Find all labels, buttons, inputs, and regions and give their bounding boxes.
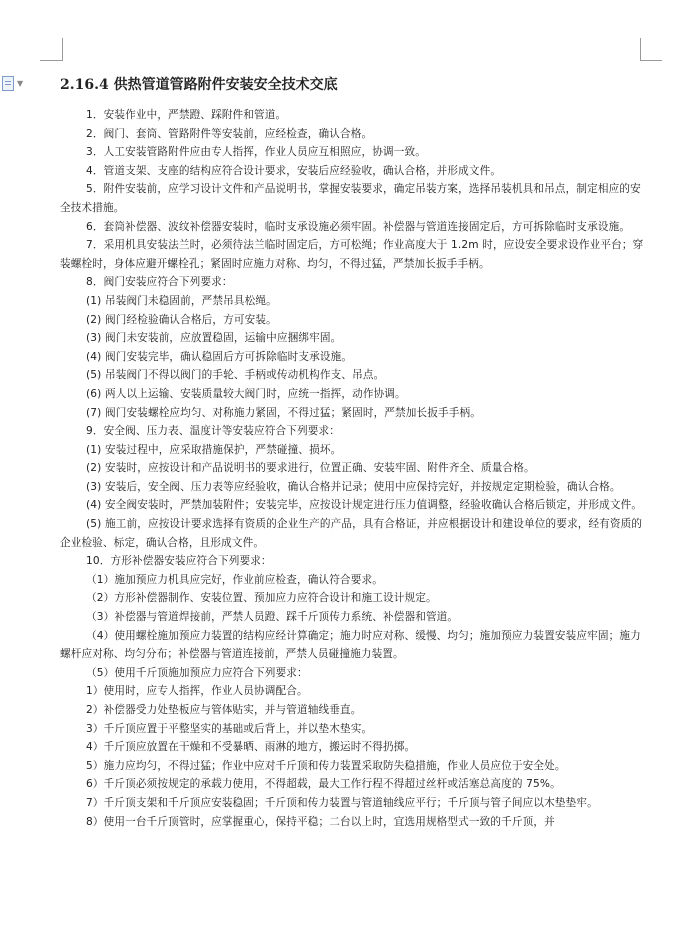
paragraph: 10．方形补偿器安装应符合下列要求： (86, 555, 272, 568)
paragraph: （3）补偿器与管道焊接前，严禁人员蹬、踩千斤顶传力系统、补偿器和管道。 (86, 611, 459, 624)
paragraph: （4）使用螺栓施加预应力装置的结构应经计算确定；施力时应对称、缓慢、均匀；施加预应力装置安装应牢固；施力螺杆应对称、均匀分布；补偿器与管道连接前，严禁人员碰撞施力装置。 (60, 629, 641, 661)
paragraph: 8）使用一台千斤顶管时，应掌握重心，保持平稳；二台以上时，宜选用规格型式一致的千斤顶，并 (86, 815, 555, 828)
paragraph: 7．采用机具安装法兰时，必须待法兰临时固定后，方可松绳；作业高度大于 1.2m 时，应设安全要求设作业平台；穿装螺栓时，身体应避开螺栓孔；紧固时应施力对称、均匀，不得过猛，严禁加长扳手手柄。 (60, 239, 644, 270)
paragraph: （2）方形补偿器制作、安装位置、预加应力应符合设计和施工设计规定。 (86, 592, 437, 605)
document-outline-icon[interactable] (2, 74, 34, 92)
paragraph: (1) 安装过程中，应采取措施保护，严禁碰撞、损坏。 (86, 443, 342, 456)
page-icon (2, 76, 14, 91)
paragraph: 4）千斤顶应放置在干燥和不受暴晒、雨淋的地方，搬运时不得扔掷。 (86, 741, 416, 754)
paragraph-list (60, 106, 644, 831)
chevron-down-icon: ▼ (17, 78, 24, 88)
paragraph: 4．管道支架、支座的结构应符合设计要求，安装后应经验收，确认合格，并形成文件。 (86, 164, 502, 177)
paragraph: (3) 安装后，安全阀、压力表等应经验收，确认合格并记录；使用中应保持完好，并按规定定期检验，确认合格。 (86, 480, 621, 493)
crop-mark-top-left-horizontal (40, 60, 63, 61)
document-body (60, 72, 644, 831)
crop-mark-top-right-horizontal (640, 60, 662, 61)
paragraph: （1）施加预应力机具应完好，作业前应检查，确认符合要求。 (86, 573, 383, 586)
paragraph: 8．阀门安装应符合下列要求： (86, 276, 233, 289)
paragraph: 3．人工安装管路附件应由专人指挥，作业人员应互相照应，协调一致。 (86, 146, 426, 159)
paragraph: (4) 安全阀安装时，严禁加装附件；安装完毕，应按设计规定进行压力值调整，经验收确认合格后锁定，并形成文件。 (86, 499, 643, 512)
section-title: 2.16.4 供热管道管路附件安装安全技术交底 (60, 77, 338, 93)
paragraph: 5）施力应均匀，不得过猛；作业中应对千斤顶和传力装置采取防失稳措施，作业人员应位于安全处。 (86, 759, 566, 772)
crop-mark-top-right-vertical (640, 38, 641, 60)
paragraph: (2) 阀门经检验确认合格后，方可安装。 (86, 313, 277, 326)
paragraph: 6）千斤顶必须按规定的承载力使用，不得超载，最大工作行程不得超过丝杆或活塞总高度的 75%。 (86, 778, 561, 791)
paragraph: (3) 阀门未安装前，应放置稳固，运输中应捆绑牢固。 (86, 332, 342, 345)
paragraph: （5）使用千斤顶施加预应力应符合下列要求： (86, 666, 308, 679)
paragraph: (7) 阀门安装螺栓应均匀、对称施力紧固，不得过猛；紧固时，严禁加长扳手手柄。 (86, 406, 482, 419)
paragraph: 1）使用时，应专人指挥，作业人员协调配合。 (86, 685, 308, 698)
crop-mark-top-left-vertical (62, 38, 63, 60)
paragraph: (5) 施工前，应按设计要求选择有资质的企业生产的产品，具有合格证，并应根据设计和建设单位的要求，经有资质的企业检验、标定，确认合格，且形成文件。 (60, 518, 643, 549)
paragraph: 1．安装作业中，严禁蹬、踩附件和管道。 (86, 109, 287, 121)
paragraph: 2）补偿器受力处垫板应与管体贴实，并与管道轴线垂直。 (86, 704, 362, 716)
paragraph: 3）千斤顶应置于平整坚实的基础或后背上，并以垫木垫实。 (86, 722, 373, 735)
paragraph: 2．阀门、套筒、管路附件等安装前，应经检查，确认合格。 (86, 127, 373, 140)
paragraph: 9．安全阀、压力表、温度计等安装应符合下列要求： (86, 425, 340, 438)
paragraph: (5) 吊装阀门不得以阀门的手轮、手柄或传动机构作支、吊点。 (86, 369, 385, 382)
paragraph: 7）千斤顶支架和千斤顶应安装稳固；千斤顶和传力装置与管道轴线应平行；千斤顶与管子间应以木垫垫牢。 (86, 796, 598, 809)
paragraph: (6) 两人以上运输、安装质量较大阀门时，应统一指挥，动作协调。 (86, 387, 406, 400)
paragraph: 6．套筒补偿器、波纹补偿器安装时，临时支承设施必须牢固。补偿器与管道连接固定后，方可拆除临时支承设施。 (86, 220, 631, 233)
paragraph: (1) 吊装阀门未稳固前，严禁吊具松绳。 (86, 294, 277, 307)
paragraph: 5．附件安装前，应学习设计文件和产品说明书，掌握安装要求，确定吊装方案，选择吊装机具和吊点，制定相应的安全技术措施。 (60, 183, 641, 214)
paragraph: (2) 安装时，应按设计和产品说明书的要求进行，位置正确、安装牢固、附件齐全、质量合格。 (86, 462, 535, 475)
paragraph: (4) 阀门安装完毕，确认稳固后方可拆除临时支承设施。 (86, 350, 353, 363)
